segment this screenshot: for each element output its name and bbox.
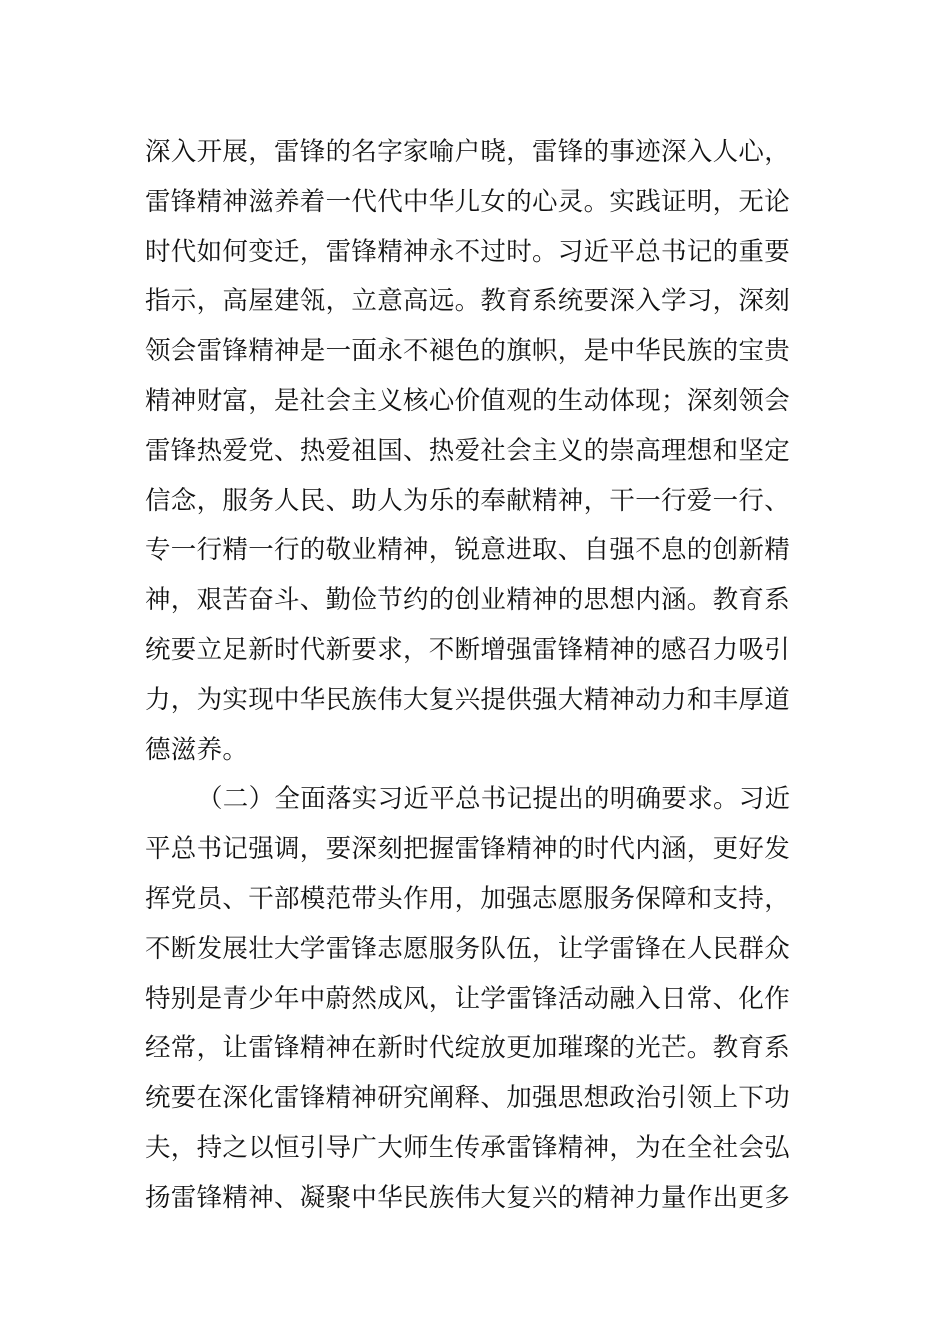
text-line-12: 力，为实现中华民族伟大复兴提供强大精神动力和丰厚道 bbox=[145, 684, 791, 715]
text-line-1: 深入开展，雷锋的名字家喻户晓，雷锋的事迹深入人心， bbox=[145, 137, 791, 167]
text-line-9: 专一行精一行的敬业精神，锐意进取、自强不息的创新精 bbox=[145, 535, 791, 566]
text-line-16: 挥党员、干部模范带头作用，加强志愿服务保障和支持， bbox=[145, 883, 791, 914]
text-line-3: 时代如何变迁，雷锋精神永不过时。习近平总书记的重要 bbox=[145, 236, 791, 267]
body-text bbox=[145, 128, 805, 1224]
text-line-7: 雷锋热爱党、热爱祖国、热爱社会主义的崇高理想和坚定 bbox=[145, 435, 791, 466]
text-line-10: 神，艰苦奋斗、勤俭节约的创业精神的思想内涵。教育系 bbox=[145, 585, 791, 616]
text-line-18: 特别是青少年中蔚然成风，让学雷锋活动融入日常、化作 bbox=[145, 983, 791, 1014]
text-line-21: 夫，持之以恒引导广大师生传承雷锋精神，为在全社会弘 bbox=[145, 1132, 791, 1163]
section-heading-line: （二）全面落实习近平总书记提出的明确要求。习近 bbox=[197, 784, 791, 815]
text-line-2: 雷锋精神滋养着一代代中华儿女的心灵。实践证明，无论 bbox=[145, 186, 791, 217]
text-line-11: 统要立足新时代新要求，不断增强雷锋精神的感召力吸引 bbox=[145, 634, 791, 665]
text-line-4: 指示，高屋建瓴，立意高远。教育系统要深入学习，深刻 bbox=[145, 286, 791, 317]
text-line-13: 德滋养。 bbox=[145, 734, 249, 765]
text-line-22: 扬雷锋精神、凝聚中华民族伟大复兴的精神力量作出更多 bbox=[145, 1182, 791, 1213]
text-line-19: 经常，让雷锋精神在新时代绽放更加璀璨的光芒。教育系 bbox=[145, 1033, 791, 1064]
text-line-17: 不断发展壮大学雷锋志愿服务队伍，让学雷锋在人民群众 bbox=[145, 933, 791, 964]
text-line-5: 领会雷锋精神是一面永不褪色的旗帜，是中华民族的宝贵 bbox=[145, 336, 791, 367]
text-line-8: 信念，服务人民、助人为乐的奉献精神，干一行爱一行、 bbox=[145, 485, 791, 516]
text-line-20: 统要在深化雷锋精神研究阐释、加强思想政治引领上下功 bbox=[145, 1083, 791, 1114]
text-line-6: 精神财富，是社会主义核心价值观的生动体现；深刻领会 bbox=[145, 385, 791, 416]
text-line-15: 平总书记强调，要深刻把握雷锋精神的时代内涵，更好发 bbox=[145, 834, 791, 865]
